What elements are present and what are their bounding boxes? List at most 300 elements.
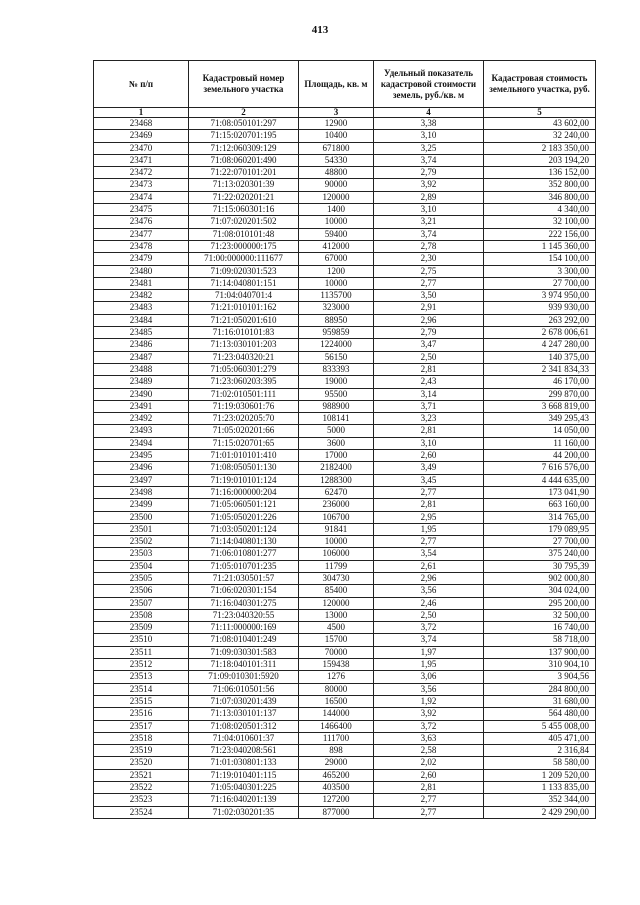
cadastral-value-cell: 203 194,20 [484, 154, 596, 166]
area-cell: 833393 [299, 363, 374, 375]
area-cell: 111700 [299, 732, 374, 744]
table-row [94, 523, 596, 535]
row-number-cell: 23520 [94, 757, 189, 769]
unit-value-cell: 3,74 [374, 634, 484, 646]
cadastral-number-cell: 71:22:020201:21 [189, 191, 299, 203]
area-cell: 159438 [299, 659, 374, 671]
area-cell: 898 [299, 745, 374, 757]
cadastral-value-cell: 43 602,00 [484, 118, 596, 130]
cadastral-value-cell: 154 100,00 [484, 253, 596, 265]
area-cell: 1224000 [299, 339, 374, 351]
cadastral-number-cell: 71:02:010501:111 [189, 388, 299, 400]
row-number-cell: 23489 [94, 376, 189, 388]
cadastral-number-cell: 71:16:000000:204 [189, 486, 299, 498]
cadastral-number-cell: 71:19:010401:115 [189, 769, 299, 781]
cadastral-number-cell: 71:21:010101:162 [189, 302, 299, 314]
cadastral-number-cell: 71:08:060201:490 [189, 154, 299, 166]
unit-value-cell: 3,72 [374, 622, 484, 634]
cadastral-number-cell: 71:16:010101:83 [189, 327, 299, 339]
row-number-cell: 23494 [94, 437, 189, 449]
row-number-cell: 23506 [94, 585, 189, 597]
table-row [94, 745, 596, 757]
row-number-cell: 23495 [94, 450, 189, 462]
table-row [94, 769, 596, 781]
unit-value-cell: 2,96 [374, 572, 484, 584]
column-number: 1 [94, 108, 189, 118]
cadastral-number-cell: 71:06:010501:56 [189, 683, 299, 695]
cadastral-value-cell: 2 183 350,00 [484, 142, 596, 154]
area-cell: 17000 [299, 450, 374, 462]
table-row [94, 302, 596, 314]
cadastral-number-cell: 71:01:010101:410 [189, 450, 299, 462]
cadastral-value-cell: 14 050,00 [484, 425, 596, 437]
table-row [94, 240, 596, 252]
table-row [94, 597, 596, 609]
cadastral-number-cell: 71:05:010701:235 [189, 560, 299, 572]
cadastral-number-cell: 71:21:030501:57 [189, 572, 299, 584]
unit-value-cell: 2,30 [374, 253, 484, 265]
cadastral-number-cell: 71:23:020205:70 [189, 413, 299, 425]
row-number-cell: 23479 [94, 253, 189, 265]
unit-value-cell: 3,10 [374, 437, 484, 449]
unit-value-cell: 3,92 [374, 708, 484, 720]
table-row [94, 536, 596, 548]
cadastral-value-cell: 375 240,00 [484, 548, 596, 560]
table-row [94, 204, 596, 216]
unit-value-cell: 2,81 [374, 782, 484, 794]
area-cell: 465200 [299, 769, 374, 781]
cadastral-value-cell: 346 800,00 [484, 191, 596, 203]
table-body [94, 118, 596, 819]
table-row [94, 757, 596, 769]
cadastral-value-cell: 4 247 280,00 [484, 339, 596, 351]
unit-value-cell: 3,56 [374, 683, 484, 695]
row-number-cell: 23512 [94, 659, 189, 671]
area-cell: 70000 [299, 646, 374, 658]
row-number-cell: 23491 [94, 400, 189, 412]
unit-value-cell: 3,54 [374, 548, 484, 560]
row-number-cell: 23515 [94, 695, 189, 707]
row-number-cell: 23501 [94, 523, 189, 535]
cadastral-value-cell: 939 930,00 [484, 302, 596, 314]
cadastral-number-cell: 71:15:060301:16 [189, 204, 299, 216]
area-cell: 4500 [299, 622, 374, 634]
table-header-row [94, 61, 596, 108]
cadastral-number-cell: 71:05:060501:121 [189, 499, 299, 511]
cadastral-value-cell: 16 740,00 [484, 622, 596, 634]
row-number-cell: 23474 [94, 191, 189, 203]
row-number-cell: 23488 [94, 363, 189, 375]
row-number-cell: 23490 [94, 388, 189, 400]
table-row [94, 560, 596, 572]
cadastral-value-cell: 4 340,00 [484, 204, 596, 216]
unit-value-cell: 2,60 [374, 450, 484, 462]
row-number-cell: 23504 [94, 560, 189, 572]
cadastral-value-cell: 304 024,00 [484, 585, 596, 597]
cadastral-number-cell: 71:15:020701:65 [189, 437, 299, 449]
cadastral-value-cell: 3 668 819,00 [484, 400, 596, 412]
area-cell: 16500 [299, 695, 374, 707]
unit-value-cell: 2,77 [374, 277, 484, 289]
row-number-cell: 23481 [94, 277, 189, 289]
cadastral-number-cell: 71:05:020201:66 [189, 425, 299, 437]
area-cell: 1288300 [299, 474, 374, 486]
table-row [94, 191, 596, 203]
area-cell: 11799 [299, 560, 374, 572]
cadastral-value-cell: 284 800,00 [484, 683, 596, 695]
area-cell: 62470 [299, 486, 374, 498]
area-cell: 10400 [299, 130, 374, 142]
area-cell: 959859 [299, 327, 374, 339]
unit-value-cell: 2,81 [374, 425, 484, 437]
area-cell: 19000 [299, 376, 374, 388]
cadastral-value-cell: 902 000,80 [484, 572, 596, 584]
table-row [94, 450, 596, 462]
cadastral-number-cell: 71:06:010801:277 [189, 548, 299, 560]
table-row [94, 634, 596, 646]
cadastral-value-cell: 32 100,00 [484, 216, 596, 228]
unit-value-cell: 2,46 [374, 597, 484, 609]
cadastral-number-cell: 71:14:040801:130 [189, 536, 299, 548]
table-row [94, 585, 596, 597]
cadastral-value-cell: 27 700,00 [484, 536, 596, 548]
row-number-cell: 23477 [94, 228, 189, 240]
row-number-cell: 23524 [94, 806, 189, 818]
cadastral-value-cell: 30 795,39 [484, 560, 596, 572]
area-cell: 988900 [299, 400, 374, 412]
table-row [94, 339, 596, 351]
table-row [94, 646, 596, 658]
area-cell: 877000 [299, 806, 374, 818]
area-cell: 1400 [299, 204, 374, 216]
cadastral-number-cell: 71:11:000000:169 [189, 622, 299, 634]
area-cell: 54330 [299, 154, 374, 166]
area-cell: 12900 [299, 118, 374, 130]
row-number-cell: 23513 [94, 671, 189, 683]
unit-value-cell: 2,75 [374, 265, 484, 277]
table-row [94, 400, 596, 412]
cadastral-number-cell: 71:07:020201:502 [189, 216, 299, 228]
area-cell: 95500 [299, 388, 374, 400]
unit-value-cell: 3,10 [374, 204, 484, 216]
unit-value-cell: 3,47 [374, 339, 484, 351]
row-number-cell: 23522 [94, 782, 189, 794]
row-number-cell: 23496 [94, 462, 189, 474]
table-row [94, 290, 596, 302]
unit-value-cell: 2,77 [374, 794, 484, 806]
area-cell: 56150 [299, 351, 374, 363]
cadastral-number-cell: 71:05:060301:279 [189, 363, 299, 375]
cadastral-value-cell: 7 616 576,00 [484, 462, 596, 474]
table-row [94, 228, 596, 240]
unit-value-cell: 2,58 [374, 745, 484, 757]
area-cell: 120000 [299, 191, 374, 203]
column-number: 4 [374, 108, 484, 118]
area-cell: 5000 [299, 425, 374, 437]
table-row [94, 695, 596, 707]
cadastral-number-cell: 71:23:060203:395 [189, 376, 299, 388]
cadastral-number-cell: 71:09:010301:5920 [189, 671, 299, 683]
table-row [94, 659, 596, 671]
table-row [94, 351, 596, 363]
cadastral-number-cell: 71:08:010401:249 [189, 634, 299, 646]
table-row [94, 609, 596, 621]
unit-value-cell: 2,79 [374, 327, 484, 339]
cadastral-number-cell: 71:21:050201:610 [189, 314, 299, 326]
cadastral-value-cell: 140 375,00 [484, 351, 596, 363]
table-row [94, 277, 596, 289]
row-number-cell: 23476 [94, 216, 189, 228]
unit-value-cell: 3,25 [374, 142, 484, 154]
area-cell: 3600 [299, 437, 374, 449]
cadastral-value-cell: 5 455 008,00 [484, 720, 596, 732]
area-cell: 10000 [299, 216, 374, 228]
area-cell: 29000 [299, 757, 374, 769]
cadastral-number-cell: 71:09:020301:523 [189, 265, 299, 277]
unit-value-cell: 1,97 [374, 646, 484, 658]
area-cell: 144000 [299, 708, 374, 720]
table-row [94, 511, 596, 523]
table-row [94, 708, 596, 720]
unit-value-cell: 2,77 [374, 536, 484, 548]
row-number-cell: 23499 [94, 499, 189, 511]
area-cell: 88950 [299, 314, 374, 326]
unit-value-cell: 1,95 [374, 523, 484, 535]
cadastral-value-cell: 405 471,00 [484, 732, 596, 744]
cadastral-number-cell: 71:23:040208:561 [189, 745, 299, 757]
unit-value-cell: 2,81 [374, 499, 484, 511]
area-cell: 13000 [299, 609, 374, 621]
unit-value-cell: 3,74 [374, 228, 484, 240]
row-number-cell: 23468 [94, 118, 189, 130]
cadastral-number-cell: 71:04:010601:37 [189, 732, 299, 744]
unit-value-cell: 2,77 [374, 806, 484, 818]
cadastral-number-cell: 71:23:040320:21 [189, 351, 299, 363]
cadastral-value-cell: 352 800,00 [484, 179, 596, 191]
cadastral-value-cell: 27 700,00 [484, 277, 596, 289]
header-cadastral-value: Кадастровая стоимость земельного участка, руб. [484, 61, 596, 108]
unit-value-cell: 3,50 [374, 290, 484, 302]
cadastral-value-cell: 1 133 835,00 [484, 782, 596, 794]
cadastral-value-cell: 352 344,00 [484, 794, 596, 806]
table-row [94, 622, 596, 634]
unit-value-cell: 3,10 [374, 130, 484, 142]
cadastral-number-cell: 71:03:050201:124 [189, 523, 299, 535]
cadastral-value-cell: 3 974 950,00 [484, 290, 596, 302]
cadastral-number-cell: 71:13:020301:39 [189, 179, 299, 191]
area-cell: 48800 [299, 167, 374, 179]
unit-value-cell: 1,92 [374, 695, 484, 707]
area-cell: 10000 [299, 277, 374, 289]
row-number-cell: 23475 [94, 204, 189, 216]
table-row [94, 499, 596, 511]
header-cadastral-number: Кадастровый номер земельного участка [189, 61, 299, 108]
cadastral-number-cell: 71:18:040101:311 [189, 659, 299, 671]
cadastral-number-cell: 71:05:050201:226 [189, 511, 299, 523]
row-number-cell: 23503 [94, 548, 189, 560]
column-number: 5 [484, 108, 596, 118]
unit-value-cell: 3,38 [374, 118, 484, 130]
row-number-cell: 23470 [94, 142, 189, 154]
cadastral-value-cell: 2 429 290,00 [484, 806, 596, 818]
row-number-cell: 23514 [94, 683, 189, 695]
table-row [94, 179, 596, 191]
unit-value-cell: 2,61 [374, 560, 484, 572]
table-row [94, 548, 596, 560]
table-row [94, 437, 596, 449]
unit-value-cell: 3,71 [374, 400, 484, 412]
cadastral-value-cell: 173 041,90 [484, 486, 596, 498]
cadastral-value-cell: 1 145 360,00 [484, 240, 596, 252]
cadastral-number-cell: 71:04:040701:4 [189, 290, 299, 302]
area-cell: 59400 [299, 228, 374, 240]
cadastral-value-cell: 349 295,43 [484, 413, 596, 425]
unit-value-cell: 2,96 [374, 314, 484, 326]
table-row [94, 130, 596, 142]
table-row [94, 474, 596, 486]
cadastral-value-cell: 295 200,00 [484, 597, 596, 609]
unit-value-cell: 3,06 [374, 671, 484, 683]
column-number: 2 [189, 108, 299, 118]
cadastral-value-cell: 2 341 834,33 [484, 363, 596, 375]
unit-value-cell: 2,78 [374, 240, 484, 252]
area-cell: 80000 [299, 683, 374, 695]
cadastral-value-cell: 32 240,00 [484, 130, 596, 142]
cadastral-value-cell: 4 444 635,00 [484, 474, 596, 486]
cadastral-number-cell: 71:00:000000:111677 [189, 253, 299, 265]
unit-value-cell: 3,72 [374, 720, 484, 732]
row-number-cell: 23484 [94, 314, 189, 326]
cadastral-value-cell: 3 904,56 [484, 671, 596, 683]
table-row [94, 732, 596, 744]
column-number-row [94, 108, 596, 118]
area-cell: 1135700 [299, 290, 374, 302]
cadastral-number-cell: 71:16:040201:139 [189, 794, 299, 806]
row-number-cell: 23509 [94, 622, 189, 634]
table-row [94, 154, 596, 166]
cadastral-number-cell: 71:23:000000:175 [189, 240, 299, 252]
unit-value-cell: 2,50 [374, 609, 484, 621]
row-number-cell: 23508 [94, 609, 189, 621]
area-cell: 2182400 [299, 462, 374, 474]
row-number-cell: 23469 [94, 130, 189, 142]
area-cell: 15700 [299, 634, 374, 646]
table-row [94, 425, 596, 437]
cadastral-number-cell: 71:06:020301:154 [189, 585, 299, 597]
area-cell: 106700 [299, 511, 374, 523]
area-cell: 120000 [299, 597, 374, 609]
row-number-cell: 23473 [94, 179, 189, 191]
header-row-number: № п/п [94, 61, 189, 108]
unit-value-cell: 3,63 [374, 732, 484, 744]
area-cell: 671800 [299, 142, 374, 154]
header-unit-value: Удельный показатель кадастровой стоимости земель, руб./кв. м [374, 61, 484, 108]
column-number: 3 [299, 108, 374, 118]
unit-value-cell: 2,50 [374, 351, 484, 363]
area-cell: 90000 [299, 179, 374, 191]
row-number-cell: 23510 [94, 634, 189, 646]
table-row [94, 806, 596, 818]
unit-value-cell: 2,77 [374, 486, 484, 498]
row-number-cell: 23483 [94, 302, 189, 314]
table-row [94, 794, 596, 806]
table-row [94, 462, 596, 474]
row-number-cell: 23523 [94, 794, 189, 806]
row-number-cell: 23487 [94, 351, 189, 363]
row-number-cell: 23500 [94, 511, 189, 523]
row-number-cell: 23493 [94, 425, 189, 437]
row-number-cell: 23497 [94, 474, 189, 486]
table-row [94, 265, 596, 277]
cadastral-value-cell: 564 480,00 [484, 708, 596, 720]
area-cell: 236000 [299, 499, 374, 511]
cadastral-number-cell: 71:19:030601:76 [189, 400, 299, 412]
cadastral-number-cell: 71:08:050101:297 [189, 118, 299, 130]
table-row [94, 376, 596, 388]
cadastral-number-cell: 71:19:010101:124 [189, 474, 299, 486]
row-number-cell: 23480 [94, 265, 189, 277]
unit-value-cell: 2,02 [374, 757, 484, 769]
cadastral-number-cell: 71:09:030301:583 [189, 646, 299, 658]
area-cell: 1200 [299, 265, 374, 277]
unit-value-cell: 1,95 [374, 659, 484, 671]
table-row [94, 142, 596, 154]
cadastral-value-cell: 58 580,00 [484, 757, 596, 769]
unit-value-cell: 2,43 [374, 376, 484, 388]
row-number-cell: 23511 [94, 646, 189, 658]
table-row [94, 327, 596, 339]
row-number-cell: 23517 [94, 720, 189, 732]
area-cell: 403500 [299, 782, 374, 794]
row-number-cell: 23518 [94, 732, 189, 744]
cadastral-value-cell: 222 156,00 [484, 228, 596, 240]
unit-value-cell: 2,91 [374, 302, 484, 314]
cadastral-value-cell: 299 870,00 [484, 388, 596, 400]
table-row [94, 216, 596, 228]
cadastral-value-cell: 314 765,00 [484, 511, 596, 523]
cadastral-value-cell: 46 170,00 [484, 376, 596, 388]
cadastral-value-cell: 58 718,00 [484, 634, 596, 646]
area-cell: 127200 [299, 794, 374, 806]
cadastral-number-cell: 71:15:020701:195 [189, 130, 299, 142]
area-cell: 67000 [299, 253, 374, 265]
unit-value-cell: 2,89 [374, 191, 484, 203]
table-row [94, 314, 596, 326]
row-number-cell: 23521 [94, 769, 189, 781]
row-number-cell: 23478 [94, 240, 189, 252]
unit-value-cell: 3,21 [374, 216, 484, 228]
cadastral-number-cell: 71:14:040801:151 [189, 277, 299, 289]
unit-value-cell: 3,92 [374, 179, 484, 191]
cadastral-number-cell: 71:16:040301:275 [189, 597, 299, 609]
cadastral-number-cell: 71:13:030101:137 [189, 708, 299, 720]
row-number-cell: 23485 [94, 327, 189, 339]
unit-value-cell: 3,56 [374, 585, 484, 597]
cadastral-table [93, 60, 596, 819]
table-row [94, 167, 596, 179]
cadastral-number-cell: 71:01:030801:133 [189, 757, 299, 769]
row-number-cell: 23472 [94, 167, 189, 179]
area-cell: 412000 [299, 240, 374, 252]
cadastral-value-cell: 3 300,00 [484, 265, 596, 277]
cadastral-number-cell: 71:05:040301:225 [189, 782, 299, 794]
header-area: Площадь, кв. м [299, 61, 374, 108]
area-cell: 10000 [299, 536, 374, 548]
cadastral-number-cell: 71:02:030201:35 [189, 806, 299, 818]
row-number-cell: 23502 [94, 536, 189, 548]
table-row [94, 671, 596, 683]
page-number: 413 [311, 24, 329, 36]
